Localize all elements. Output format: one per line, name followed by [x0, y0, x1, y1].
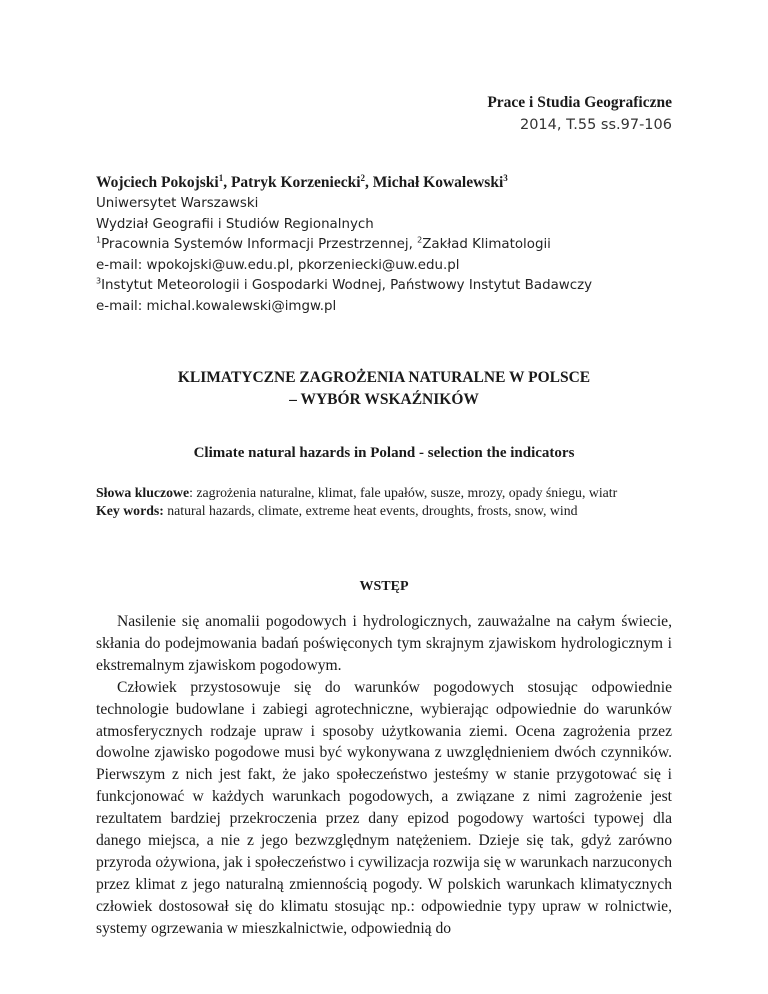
section-heading: WSTĘP: [359, 579, 409, 594]
affiliation-department-1: Pracownia Systemów Informacji Przestrzennej,: [101, 237, 418, 253]
keywords-block: [96, 484, 686, 519]
keywords-polish: [96, 484, 686, 502]
affiliation-emails: e-mail: wpokojski@uw.edu.pl, pkorzeniecki@uw.edu.pl: [96, 257, 460, 273]
journal-title: Prace i Studia Geograficzne: [487, 94, 672, 111]
keywords-english-text: natural hazards, climate, extreme heat events, droughts, frosts, snow, wind: [163, 502, 578, 518]
author-affiliation-mark: 3: [503, 172, 508, 183]
paper-title-line-1: KLIMATYCZNE ZAGROŻENIA NATURALNE W POLSCE: [177, 369, 591, 386]
author-affiliation-mark: 1: [218, 172, 224, 183]
paper-title-line-2: – WYBÓR WSKAŹNIKÓW: [289, 391, 479, 408]
journal-volume-info: 2014, T.55 ss.97-106: [519, 117, 672, 133]
author-block: [96, 172, 686, 318]
author-separator: ,: [223, 174, 231, 191]
affiliation-departments: [96, 235, 686, 256]
affiliation-mark: 3: [96, 276, 102, 286]
author-affiliation-mark: 2: [360, 172, 366, 183]
affiliation-mark: 1: [96, 235, 102, 245]
body-paragraph: Nasilenie się anomalii pogodowych i hydrologicznych, zauważalne na całym świecie, skłania do podejmowania badań poświęconych tym skrajnym zjawiskom hydrologicznym i ekstremalnym zjawiskom pogodowym.: [96, 613, 672, 674]
body-text: [96, 611, 672, 940]
body-paragraph: Człowiek przystosowuje się do warunków pogodowych stosując odpowiednie technologie budowlane i zabiegi agrotechniczne, wybierając odpowiednie do warunków atmosferycznych rodzaje upraw i sposoby użytkowania ziemi. Ocena zagrożenia przez dowolne zjawisko pogodowe musi być wykonywana z uwzględnieniem dwóch czynników. Pierwszym z nich jest fakt, że jako społeczeństwo jesteśmy w stanie przygotować się i funkcjonować w każdych warunkach pogodowych, a związane z nimi zagrożenie jest rezultatem bardziej przekroczenia przez dany epizod pogodowy wartości typowej dla danego miejsca, a nie z jego bezwzględnym natężeniem. Dzieje się tak, gdyż zarówno przyroda ożywiona, jak i społeczeństwo i cywilizacja rozwija się w warunkach narzuconych przez klimat z jego naturalną zmiennością pogody. W polskich warunkach klimatycznych człowiek dostosował się do klimatu stosując np.: odpowiednie typy upraw w rolnictwie, systemy ogrzewania w mieszkalnictwie, odpowiednią do: [96, 678, 672, 937]
affiliation-department-2: Zakład Klimatologii: [422, 237, 551, 253]
author-name: Michał Kowalewski: [372, 174, 504, 191]
keywords-english-label: Key words:: [96, 502, 164, 518]
paper-title-block: [96, 367, 672, 464]
keywords-english: [96, 502, 686, 520]
affiliation-institute: [96, 276, 686, 297]
affiliation-mark: 2: [417, 235, 423, 245]
keywords-polish-text: : zagrożenia naturalne, klimat, fale upałów, susze, mrozy, opady śniegu, wiatr: [189, 485, 618, 500]
author-names: [96, 172, 686, 194]
affiliation-institute-email: e-mail: michal.kowalewski@imgw.pl: [96, 298, 337, 314]
affiliation-institute-name: Instytut Meteorologii i Gospodarki Wodnej, Państwowy Instytut Badawczy: [101, 278, 593, 294]
keywords-polish-label: Słowa kluczowe: [96, 485, 190, 500]
author-separator: ,: [365, 174, 373, 191]
paper-title-polish: [96, 367, 672, 411]
affiliation-faculty: Wydział Geografii i Studiów Regionalnych: [96, 216, 374, 232]
paper-title-english: Climate natural hazards in Poland - selection the indicators: [193, 445, 575, 461]
author-name: Patryk Korzeniecki: [230, 174, 361, 191]
author-name: Wojciech Pokojski: [96, 174, 219, 191]
affiliation-university: Uniwersytet Warszawski: [96, 196, 259, 211]
journal-header: [487, 92, 672, 136]
